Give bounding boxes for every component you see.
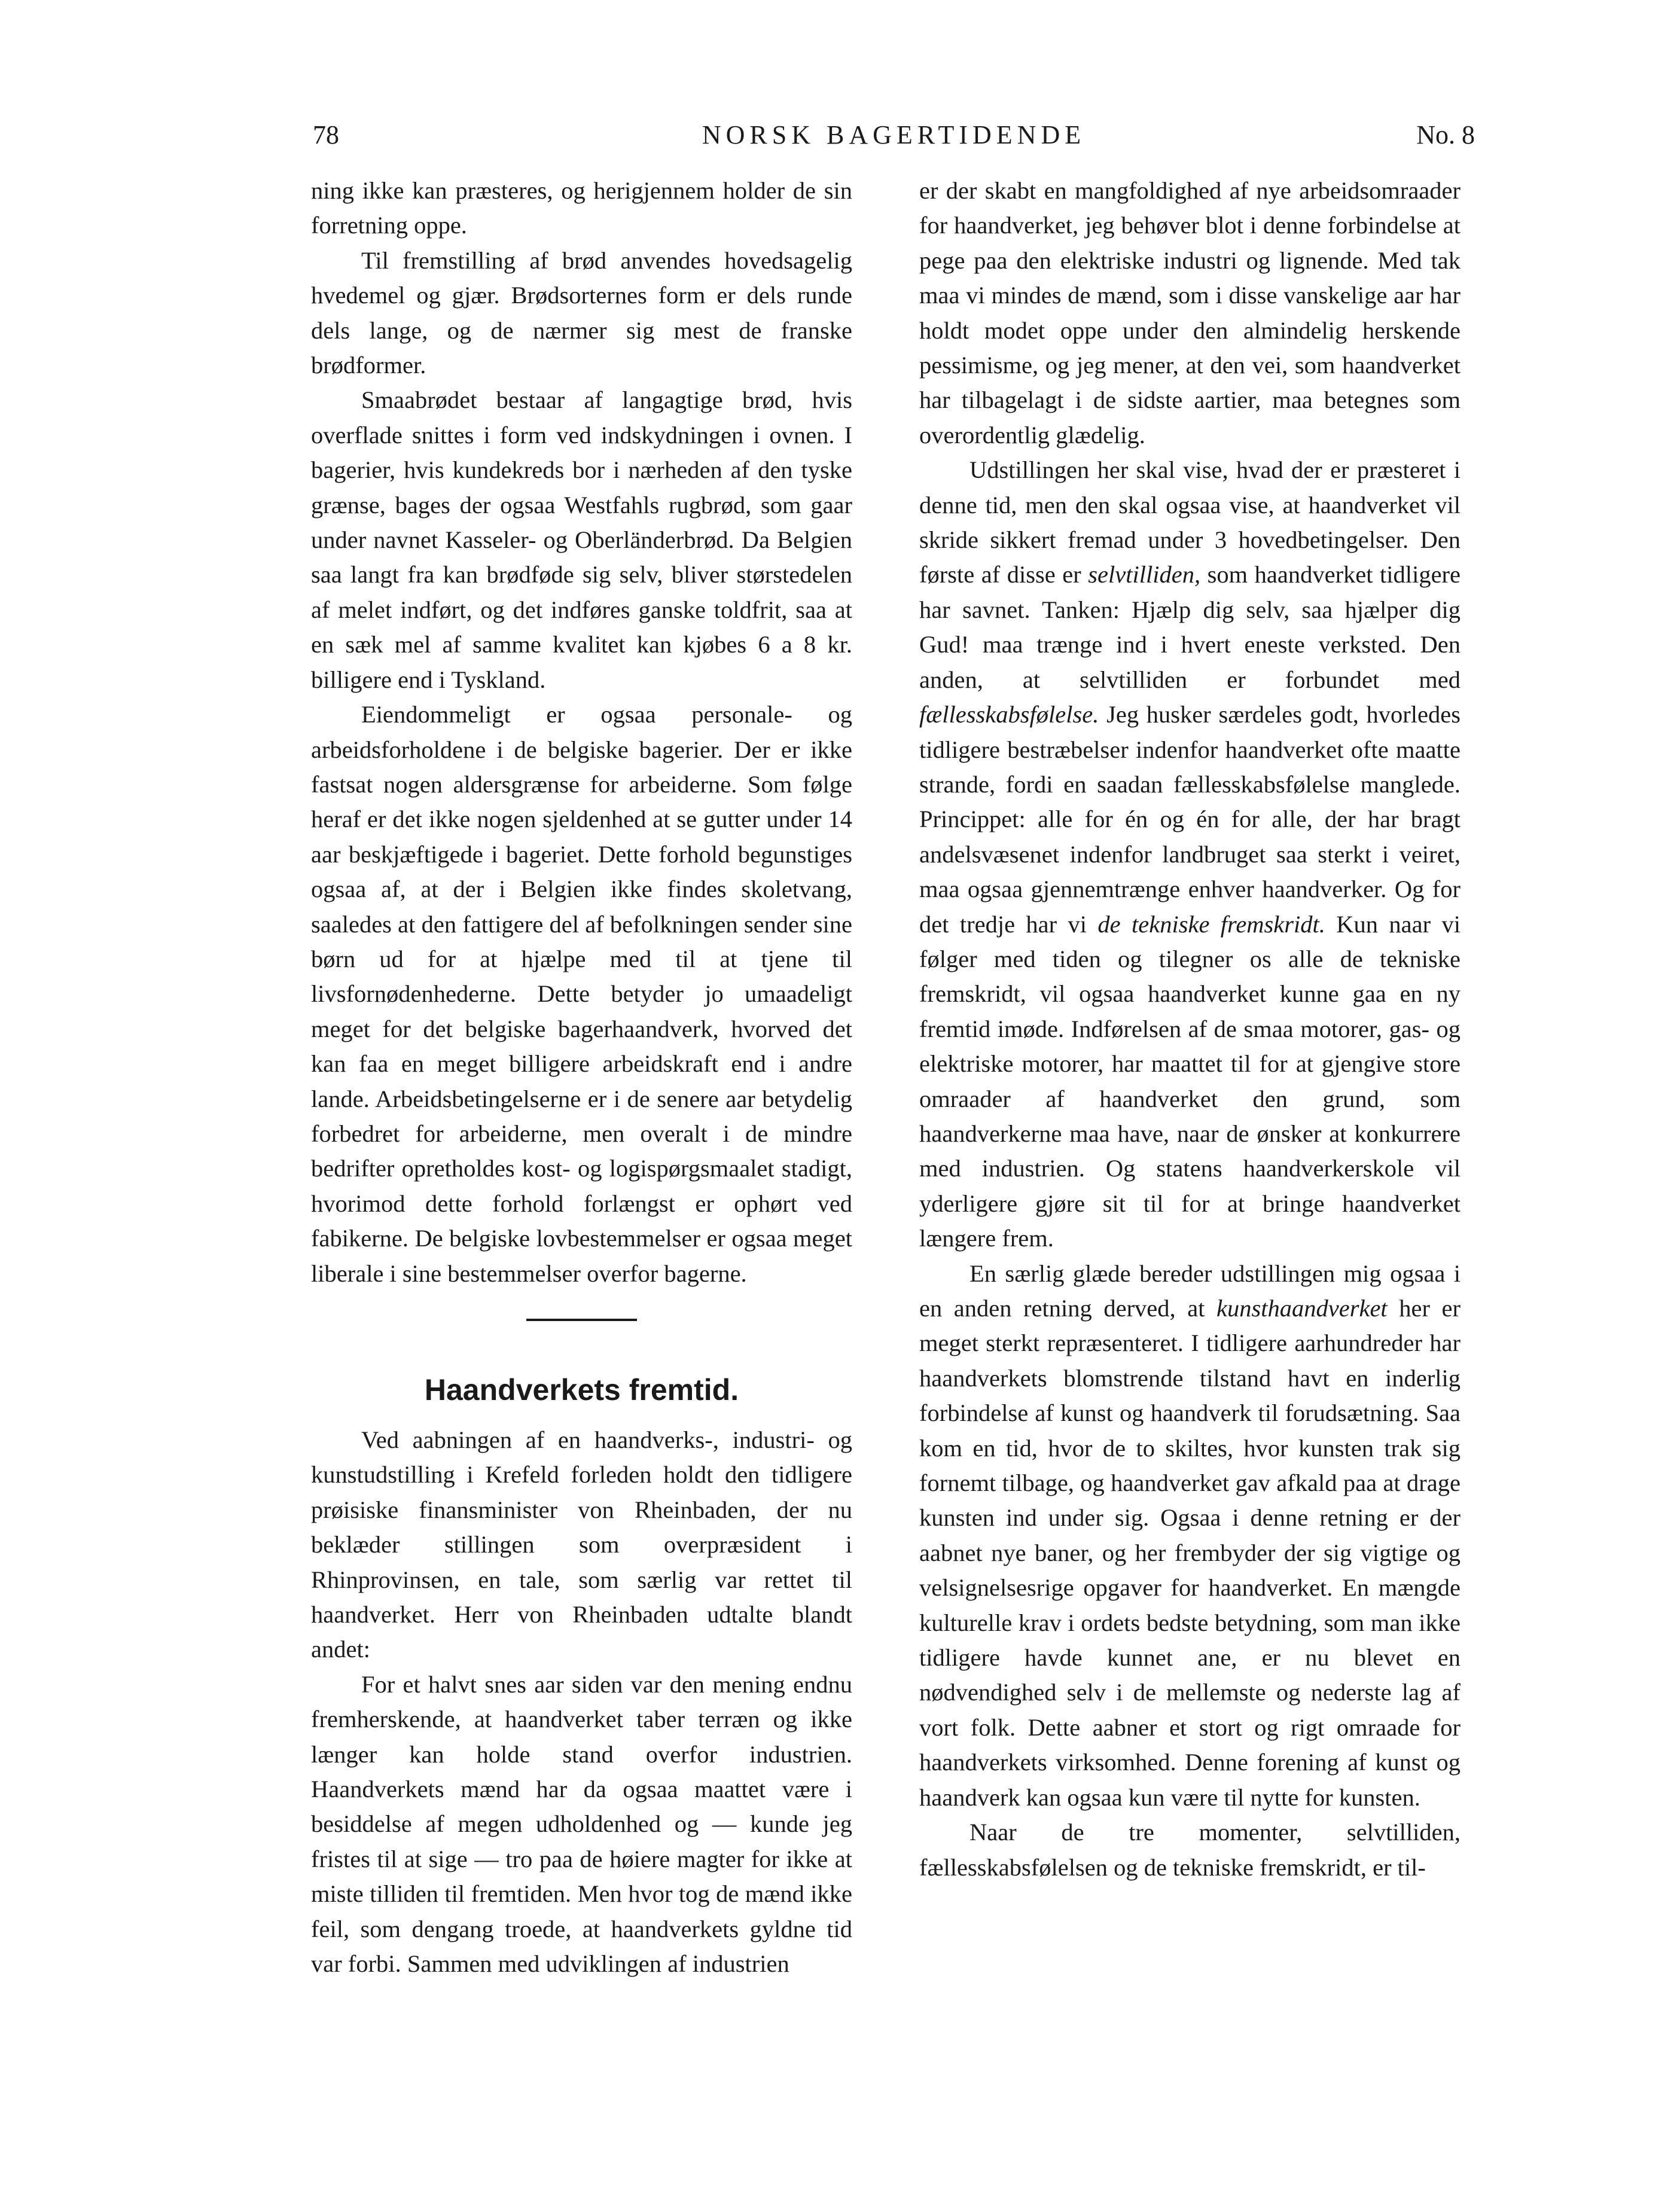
text-run: som haandverket tidligere har savnet. Tanken: Hjælp dig selv, saa hjælper dig Gud! maa trænge ind i hvert eneste verksted. Den anden, at selvtilliden er forbundet med [919,561,1461,693]
paragraph: Naar de tre momenter, selvtilliden, fællesskabsfølelsen og de tekniske fremskridt, er til- [919,1819,1461,1881]
page-number: 78 [313,120,339,150]
paragraph [919,453,1461,1256]
paragraph: Til fremstilling af brød anvendes hovedsagelig hvedemel og gjær. Brødsorternes form er dels runde dels lange, og de nærmer sig mest de franske brødformer. [311,246,852,379]
section-divider [526,1319,637,1321]
text-run: Jeg husker særdeles godt, hvorledes tidligere bestræbelser indenfor haandverket ofte maatte strande, fordi en saadan fællesskabsfølelse manglede. Princippet: alle for én og én for alle, der har bragt andelsvæsenet indenfor landbruget saa sterkt i veiret, maa ogsaa gjennemtrænge enhver haandverker. Og for det tredje har vi [919,701,1461,938]
page-header [313,120,1475,155]
left-column [311,173,852,1982]
paragraph: Eiendommeligt er ogsaa personale- og arbeidsforholdene i de belgiske bagerier. Der er ikke fastsat nogen aldersgrænse for arbeiderne. Som følge heraf er det ikke nogen sjeldenhed at se gutter under 14 aar beskjæftigede i bageriet. Dette forhold begunstiges ogsaa af, at der i Belgien ikke findes skoletvang, saaledes at den fattigere del af befolkningen sender sine børn ud for at hjælpe med til at tjene til livsfornødenhederne. Dette betyder jo umaadeligt meget for det belgiske bagerhaandverk, hvorved det kan faa en meget billigere arbeidskraft end i andre lande. Arbeidsbetingelserne er i de senere aar betydelig forbedret for arbeiderne, men overalt i de mindre bedrifter opretholdes kost- og logispørgsmaalet stadigt, hvorimod dette forhold forlængst er ophørt ved fabikerne. De belgiske lovbestemmelser er ogsaa meget liberale i sine bestemmelser overfor bagerne. [311,701,852,1287]
paragraph: ning ikke kan præsteres, og herigjennem holder de sin forretning oppe. [311,177,852,239]
paragraph [919,1256,1461,1816]
issue-number: No. 8 [1416,120,1475,150]
paragraph: er der skabt en mangfoldighed af nye arbeidsomraader for haandverket, jeg behøver blot i denne forbindelse at pege paa den elektriske industri og lignende. Med tak maa vi mindes de mænd, som i disse vanskelige aar har holdt modet oppe under den almindelig herskende pessimisme, og jeg mener, at den vei, som haandverket har tilbagelagt i de sidste aartier, maa betegnes som overordentlig glædelig. [919,177,1461,449]
text-run: Kun naar vi følger med tiden og tilegner os alle de tekniske fremskridt, vil ogsaa haandverket kunne gaa en ny fremtid imøde. Indførelsen af de smaa motorer, gas- og elektriske motorer, har maattet til for at gjengive store omraader af haandverket den grund, som haandverkerne maa have, naar de ønsker at konkurrere med industrien. Og statens haandverkerskole vil yderligere gjøre sit til for at bringe haandverket længere frem. [919,910,1461,1252]
paragraph: Ved aabningen af en haandverks-, industri- og kunstudstilling i Krefeld forleden holdt den tidligere prøisiske finansminister von Rheinbaden, der nu beklæder stillingen som overpræsident i Rhinprovinsen, en tale, som særlig var rettet til haandverket. Herr von Rheinbaden udtalte blandt andet: [311,1426,852,1663]
text-run: her er meget sterkt repræsenteret. I tidligere aarhundreder har haandverkets blomstrende tilstand havt en inderlig forbindelse af kunst og haandverk til forudsætning. Saa kom en tid, hvor de to skiltes, hvor kunsten trak sig fornemt tilbage, og haandverket gav afkald paa at drage kunsten ind under sig. Ogsaa i denne retning er der aabnet nye baner, og her frembyder der sig vigtige og velsignelsesrige opgaver for haandverket. En mængde kulturelle krav i ordets bedste betydning, som man ikke tidligere havde kunnet ane, er nu blevet en nødvendighed selv i de mellemste og nederste lag af vort folk. Dette aabner et stort og rigt omraade for haandverkets virksomhed. Denne forening af kunst og haandverk kan ogsaa kun være til nytte for kunsten. [919,1295,1461,1811]
paragraph: Smaabrødet bestaar af langagtige brød, hvis overflade snittes i form ved indskydningen i ovnen. I bagerier, hvis kundekreds bor i nærheden af den tyske grænse, bages der ogsaa Westfahls rugbrød, som gaar under navnet Kasseler- og Oberländerbrød. Da Belgien saa langt fra kan brødføde sig selv, bliver størstedelen af melet indført, og det indføres ganske toldfrit, saa at en sæk mel af samme kvalitet kan kjøbes 6 a 8 kr. billigere end i Tyskland. [311,386,852,693]
journal-title: NORSK BAGERTIDENDE [702,120,1086,150]
text-run: Udstillingen her skal vise, hvad der er præsteret i denne tid, men den skal ogsaa vise, at haandverket vil skride sikkert fremad under 3 hovedbetingelser. Den første af disse er [919,456,1461,588]
emphasis: de tekniske fremskridt. [1097,910,1325,938]
emphasis: selvtilliden, [1088,561,1201,588]
text-run: En særlig glæde bereder udstillingen mig ogsaa i en anden retning derved, at [919,1259,1461,1322]
right-column [919,173,1461,1885]
emphasis: kunsthaandverket [1216,1295,1388,1322]
article-title: Haandverkets fremtid. [424,1373,739,1407]
paragraph: For et halvt snes aar siden var den mening endnu fremherskende, at haandverket taber terræn og ikke længer kan holde stand overfor industrien. Haandverkets mænd har da ogsaa maattet være i besiddelse af megen udholdenhed og — kunde jeg fristes til at sige — tro paa de høiere magter for ikke at miste tilliden til fremtiden. Men hvor tog de mænd ikke feil, som dengang troede, at haandverkets gyldne tid var forbi. Sammen med udviklingen af industrien [311,1670,852,1978]
emphasis: fællesskabsfølelse. [919,701,1099,728]
